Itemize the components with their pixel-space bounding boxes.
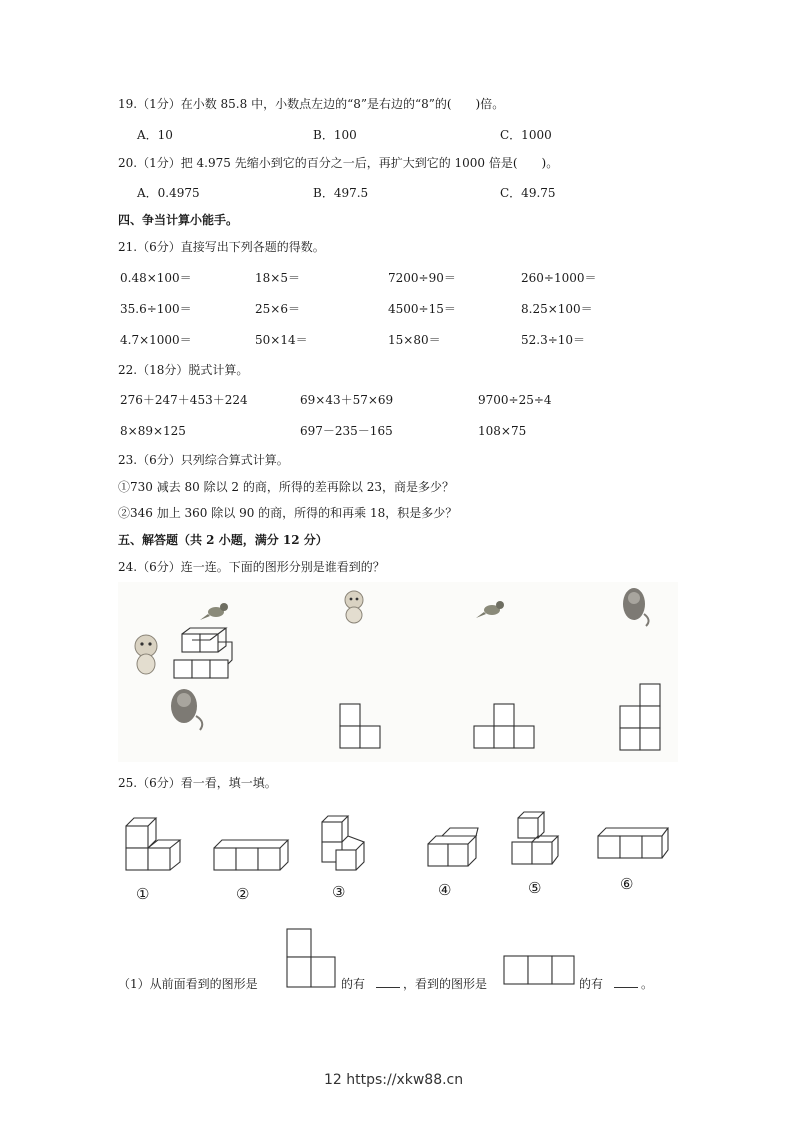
q21-item: 4500÷15＝	[388, 302, 456, 316]
q25-label-4: ④	[438, 881, 452, 899]
q25-label-3: ③	[332, 883, 346, 901]
q22-item: 276＋247＋453＋224	[120, 393, 248, 407]
q21-item: 52.3÷10＝	[521, 333, 586, 347]
cat-icon	[135, 635, 157, 674]
q19-stem: 19.（1分）在小数 85.8 中，小数点左边的“8”是右边的“8”的( )倍。	[118, 97, 505, 111]
q25-sub1-text-c: ，看到的图形是	[403, 977, 488, 991]
q23-item-1: ①730 减去 80 除以 2 的商，所得的差再除以 23，商是多少？	[118, 480, 454, 494]
section5-title: 五、解答题（共 2 小题，满分 12 分）	[118, 533, 328, 547]
q25-sub1-text-d: 的有	[579, 977, 604, 991]
q21-item: 0.48×100＝	[120, 271, 192, 285]
q22-item: 69×43＋57×69	[300, 393, 394, 407]
q20-stem: 20.（1分）把 4.975 先缩小到它的百分之一后，再扩大到它的 1000 倍是( )。	[118, 156, 559, 170]
section4-title: 四、争当计算小能手。	[118, 213, 239, 227]
q25-shape-5	[512, 812, 558, 864]
q19-option-c: C．1000	[500, 128, 552, 142]
q20-option-c: C．49.75	[500, 186, 556, 200]
q21-item: 4.7×1000＝	[120, 333, 192, 347]
q20-option-b: B．497.5	[313, 186, 369, 200]
q21-item: 7200÷90＝	[388, 271, 456, 285]
q21-item: 50×14＝	[255, 333, 308, 347]
q23-stem: 23.（6分）只列综合算式计算。	[118, 453, 289, 467]
q23-item-2: ②346 加上 360 除以 90 的商，所得的和再乘 18，积是多少？	[118, 506, 458, 520]
q21-item: 25×6＝	[255, 302, 300, 316]
q25-label-5: ⑤	[528, 879, 542, 897]
q25-sub1-text-b: 的有	[341, 977, 366, 991]
q22-item: 697－235－165	[300, 424, 393, 438]
q22-stem: 22.（18分）脱式计算。	[118, 363, 249, 377]
q22-item: 8×89×125	[120, 424, 186, 438]
q24-figure	[118, 582, 678, 762]
q21-item: 260÷1000＝	[521, 271, 597, 285]
q25-shape-2	[214, 840, 288, 870]
q25-answer-blank-1[interactable]	[376, 976, 400, 992]
q19-option-a: A．10	[137, 128, 173, 142]
q25-inline-shape-l	[286, 928, 338, 990]
q25-figures	[118, 808, 678, 918]
q21-item: 15×80＝	[388, 333, 441, 347]
q25-label-1: ①	[136, 885, 150, 903]
q25-sub1-text-a: （1）从前面看到的图形是	[118, 977, 258, 991]
q21-item: 35.6÷100＝	[120, 302, 192, 316]
q25-shape-4	[428, 828, 478, 866]
q19-option-b: B．100	[313, 128, 357, 142]
q25-stem: 25.（6分）看一看，填一填。	[118, 776, 277, 790]
q21-stem: 21.（6分）直接写出下列各题的得数。	[118, 240, 325, 254]
q25-label-2: ②	[236, 885, 250, 903]
cat-icon	[345, 591, 363, 623]
q25-shape-3	[322, 816, 364, 870]
q25-answer-blank-2[interactable]	[614, 976, 638, 992]
q25-shape-6	[598, 828, 668, 858]
q25-shape-1	[126, 818, 180, 870]
q25-sub1-text-e: 。	[641, 977, 654, 991]
page-footer: 12 https://xkw88.cn	[324, 1072, 464, 1088]
q20-option-a: A．0.4975	[137, 186, 200, 200]
q25-label-6: ⑥	[620, 875, 634, 893]
q24-stem: 24.（6分）连一连。下面的图形分别是谁看到的？	[118, 560, 385, 574]
q22-item: 9700÷25÷4	[478, 393, 552, 407]
q21-item: 18×5＝	[255, 271, 300, 285]
q21-item: 8.25×100＝	[521, 302, 593, 316]
q22-item: 108×75	[478, 424, 527, 438]
q25-inline-shape-row	[503, 955, 577, 987]
